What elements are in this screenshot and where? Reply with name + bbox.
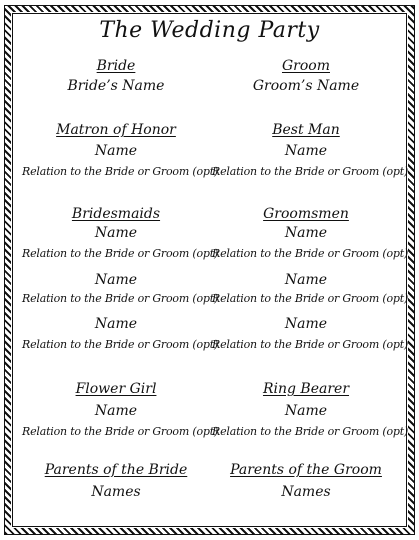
groom-heading: Groom — [281, 58, 330, 74]
groom-name: Groom’s Name — [252, 78, 360, 94]
groomsman-relation: Relation to the Bride or Groom (opt) — [212, 247, 409, 260]
groomsmen-heading: Groomsmen — [263, 206, 349, 222]
best-man-section — [212, 122, 409, 182]
ring-bearer-relation: Relation to the Bride or Groom (opt) — [212, 425, 409, 438]
best-man-name: Name — [284, 143, 328, 159]
bride-heading: Bride — [96, 58, 136, 74]
matron-of-honor-section — [22, 122, 219, 182]
groomsman-relation: Relation to the Bride or Groom (opt) — [212, 338, 409, 351]
parents-groom-heading: Parents of the Groom — [230, 462, 382, 478]
bride-name: Bride’s Name — [67, 78, 165, 94]
matron-relation: Relation to the Bride or Groom (opt) — [22, 165, 219, 178]
bridesmaid-name: Name — [94, 225, 138, 241]
page-title: The Wedding Party — [99, 18, 320, 43]
groomsman-name: Name — [284, 225, 328, 241]
flower-girl-heading: Flower Girl — [75, 381, 157, 397]
parents-bride-heading: Parents of the Bride — [44, 462, 188, 478]
groomsman-relation: Relation to the Bride or Groom (opt) — [212, 292, 409, 305]
matron-heading: Matron of Honor — [56, 122, 176, 138]
bridesmaid-name: Name — [94, 272, 138, 288]
groom-section — [212, 58, 400, 98]
flower-girl-name: Name — [94, 403, 138, 419]
bridesmaid-relation: Relation to the Bride or Groom (opt) — [22, 292, 219, 305]
matron-name: Name — [94, 143, 138, 159]
best-man-relation: Relation to the Bride or Groom (opt) — [212, 165, 409, 178]
groomsman-name: Name — [284, 272, 328, 288]
bridesmaid-name: Name — [94, 316, 138, 332]
bridesmaid-relation: Relation to the Bride or Groom (opt) — [22, 338, 219, 351]
bridesmaid-relation: Relation to the Bride or Groom (opt) — [22, 247, 219, 260]
ring-bearer-name: Name — [284, 403, 328, 419]
flower-girl-relation: Relation to the Bride or Groom (opt) — [22, 425, 219, 438]
ring-bearer-heading: Ring Bearer — [262, 381, 350, 397]
parents-groom-names: Names — [281, 484, 331, 500]
parents-of-groom-section — [212, 462, 400, 506]
groomsmen-section — [212, 206, 409, 356]
groomsman-name: Name — [284, 316, 328, 332]
bridesmaids-section — [22, 206, 219, 356]
parents-bride-names: Names — [91, 484, 141, 500]
ring-bearer-section — [212, 381, 409, 441]
best-man-heading: Best Man — [272, 122, 340, 138]
parents-of-bride-section — [22, 462, 210, 506]
bridesmaids-heading: Bridesmaids — [71, 206, 161, 222]
flower-girl-section — [22, 381, 219, 441]
bride-section — [22, 58, 210, 98]
